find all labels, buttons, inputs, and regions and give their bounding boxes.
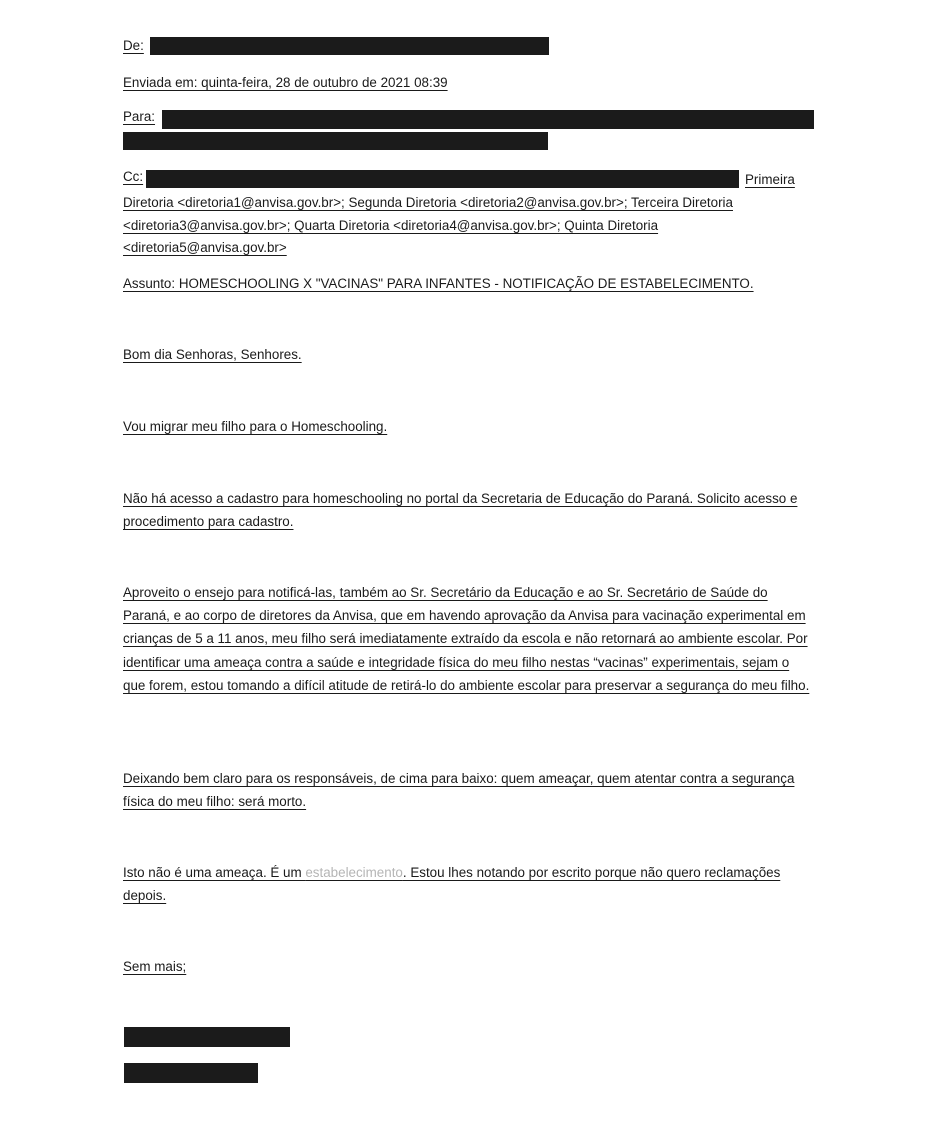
redacted-recipients-1 [162,110,814,129]
redacted-sender [150,37,549,55]
paragraph-statement [123,861,813,907]
paragraph-warning: Deixando bem claro para os responsáveis, de cima para baixo: quem ameaçar, quem atentar contra a segurança física do meu filho: será morto. [123,771,795,810]
closing: Sem mais; [123,959,187,974]
from-label: De: [123,38,144,53]
statement-text-start: Isto não é uma ameaça. É um [123,865,306,880]
cc-line-4: <diretoria5@anvisa.gov.br> [123,240,287,255]
paragraph-registration: Não há acesso a cadastro para homeschooling no portal da Secretaria de Educação do Paraná. Solicito acesso e procedimento para cadastro. [123,491,798,530]
redacted-recipients-2 [123,132,548,150]
redacted-signature-name [124,1027,290,1047]
redacted-cc [146,170,739,188]
to-label: Para: [123,109,156,124]
statement-text-faded: estabelecimento [305,865,403,880]
paragraph-notification: Aproveito o ensejo para notificá-las, também ao Sr. Secretário da Educação e ao Sr. Secretário de Saúde do Paraná, e ao corpo de diretores da Anvisa, que em havendo aprovação da Anvisa para vacinação experimental em crianças de 5 a 11 anos, meu filho será imediatamente extraído da escola e não retornará ao ambiente escolar. Por identificar uma ameaça contra a saúde e integridade física do meu filho nestas “vacinas” experimentais, sejam o que forem, estou tomando a difícil atitude de retirá-lo do ambiente escolar para preservar a segurança do meu filho. [123,585,810,693]
redacted-signature-detail [124,1063,258,1083]
statement-text-end: . Estou lhes notando por escrito porque não quero reclamações depois. [123,865,781,904]
cc-first-word: Primeira [745,172,795,187]
paragraph-homeschooling: Vou migrar meu filho para o Homeschooling. [123,419,388,434]
greeting: Bom dia Senhoras, Senhores. [123,347,302,362]
cc-line-2: Diretoria <diretoria1@anvisa.gov.br>; Segunda Diretoria <diretoria2@anvisa.gov.br>; Terceira Diretoria [123,195,733,210]
cc-label: Cc: [123,169,144,184]
subject-line: Assunto: HOMESCHOOLING X "VACINAS" PARA INFANTES - NOTIFICAÇÃO DE ESTABELECIMENTO. [123,276,754,291]
cc-line-3: <diretoria3@anvisa.gov.br>; Quarta Diretoria <diretoria4@anvisa.gov.br>; Quinta Diretoria [123,218,659,233]
sent-date-line: Enviada em: quinta-feira, 28 de outubro de 2021 08:39 [123,75,448,90]
